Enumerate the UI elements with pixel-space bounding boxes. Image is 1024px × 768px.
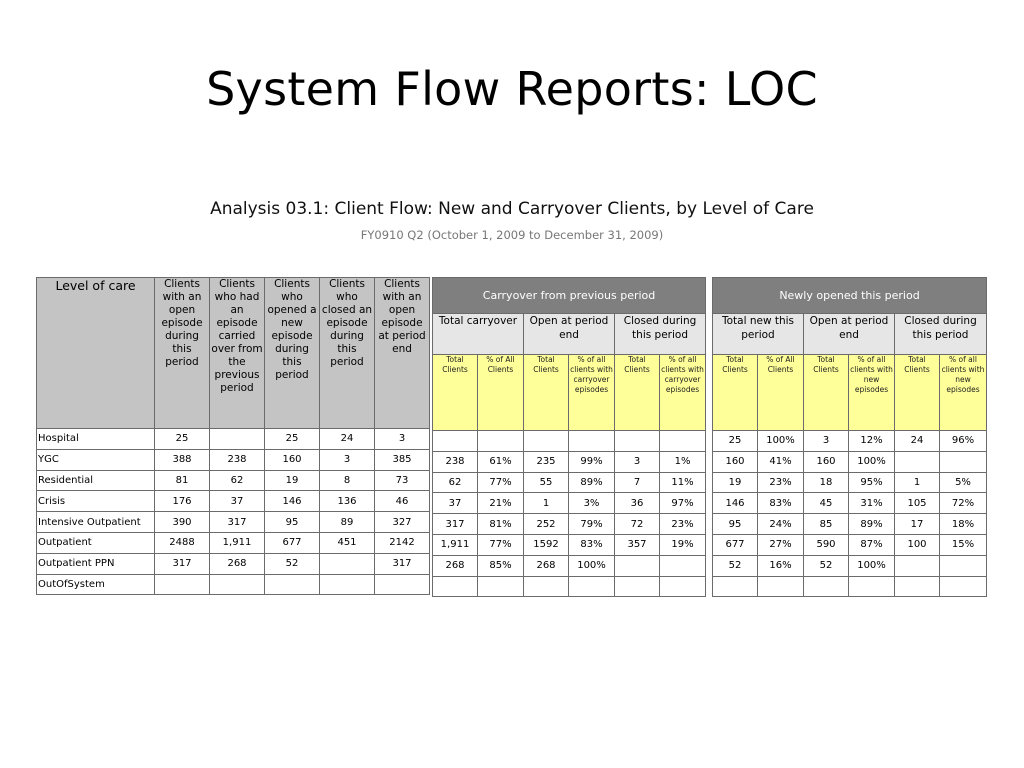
new-group-open: Open at period end: [804, 314, 895, 355]
table-cell: 176: [155, 491, 210, 512]
table-cell: 21%: [478, 493, 524, 514]
table-cell: 37: [433, 493, 478, 514]
table-cell: 2488: [155, 532, 210, 553]
table-row: [713, 451, 987, 472]
table-cell: 590: [804, 534, 849, 555]
table-cell: 146: [713, 493, 758, 514]
table-cell: 12%: [849, 431, 895, 452]
table-cell: 96%: [940, 431, 987, 452]
row-label: OutOfSystem: [37, 574, 155, 595]
table-cell: 45: [804, 493, 849, 514]
table-cell: [940, 451, 987, 472]
table-cell: 268: [210, 553, 265, 574]
table-cell: [660, 555, 706, 576]
table-cell: 160: [713, 451, 758, 472]
carryover-subheader: Total Clients: [615, 355, 660, 431]
table-cell: 25: [155, 429, 210, 450]
table-row: [433, 451, 706, 472]
table-cell: 268: [524, 555, 569, 576]
table-cell: 27%: [758, 534, 804, 555]
table-cell: 99%: [569, 451, 615, 472]
table-cell: 1,911: [433, 534, 478, 555]
table-cell: 81: [155, 470, 210, 491]
new-group-total: Total new this period: [713, 314, 804, 355]
column-header-open-at-end: Clients with an open episode at period end: [375, 278, 430, 429]
table-cell: 62: [433, 472, 478, 493]
report-title: Analysis 03.1: Client Flow: New and Carryover Clients, by Level of Care: [210, 199, 814, 219]
table-cell: [155, 574, 210, 595]
table-cell: [478, 431, 524, 452]
table-row: [37, 553, 430, 574]
new-subheader: % of All Clients: [758, 355, 804, 431]
table-cell: [713, 576, 758, 597]
table-row: [713, 534, 987, 555]
table-cell: [758, 576, 804, 597]
table-cell: [895, 451, 940, 472]
table-cell: 390: [155, 512, 210, 533]
carryover-subheader: % of all clients with carryover episodes: [569, 355, 615, 431]
table-cell: 52: [265, 553, 320, 574]
table-cell: 77%: [478, 472, 524, 493]
newly-opened-table-title: Newly opened this period: [713, 278, 987, 314]
table-cell: 451: [320, 532, 375, 553]
table-cell: 238: [433, 451, 478, 472]
table-cell: [320, 553, 375, 574]
column-header-open-episode-during: Clients with an open episode during this period: [155, 278, 210, 429]
new-group-closed: Closed during this period: [895, 314, 987, 355]
table-cell: 37: [210, 491, 265, 512]
table-cell: 18: [804, 472, 849, 493]
table-cell: 238: [210, 449, 265, 470]
table-cell: 1: [524, 493, 569, 514]
carryover-subheader: % of All Clients: [478, 355, 524, 431]
row-label: Intensive Outpatient: [37, 512, 155, 533]
column-header-level-of-care: Level of care: [37, 278, 155, 429]
table-cell: 87%: [849, 534, 895, 555]
column-header-closed: Clients who closed an episode during this period: [320, 278, 375, 429]
level-of-care-table: [36, 277, 430, 595]
table-cell: [940, 576, 987, 597]
table-cell: [849, 576, 895, 597]
table-cell: 55: [524, 472, 569, 493]
table-cell: 41%: [758, 451, 804, 472]
table-cell: 317: [375, 553, 430, 574]
table-row: [433, 534, 706, 555]
row-label: Hospital: [37, 429, 155, 450]
table-row: [713, 472, 987, 493]
row-label: Outpatient PPN: [37, 553, 155, 574]
table-row: [713, 514, 987, 535]
table-cell: 3: [320, 449, 375, 470]
table-cell: [524, 576, 569, 597]
table-cell: 3: [615, 451, 660, 472]
table-cell: 85: [804, 514, 849, 535]
table-cell: 136: [320, 491, 375, 512]
table-cell: 62: [210, 470, 265, 491]
table-row: [433, 576, 706, 597]
table-cell: 160: [265, 449, 320, 470]
table-cell: 17: [895, 514, 940, 535]
table-cell: 52: [713, 555, 758, 576]
new-subheader: Total Clients: [804, 355, 849, 431]
level-of-care-table-body: [37, 429, 430, 595]
table-row: [37, 470, 430, 491]
table-cell: 23%: [660, 514, 706, 535]
table-cell: 89: [320, 512, 375, 533]
table-cell: [433, 431, 478, 452]
table-cell: 52: [804, 555, 849, 576]
carryover-subheader: % of all clients with carryover episodes: [660, 355, 706, 431]
table-cell: 95: [713, 514, 758, 535]
carryover-group-open: Open at period end: [524, 314, 615, 355]
table-cell: 385: [375, 449, 430, 470]
carryover-table-body: [433, 431, 706, 597]
table-cell: [940, 555, 987, 576]
table-row: [713, 431, 987, 452]
table-cell: 3: [375, 429, 430, 450]
carryover-subheader: Total Clients: [524, 355, 569, 431]
carryover-subheader: Total Clients: [433, 355, 478, 431]
table-cell: [615, 555, 660, 576]
table-row: [433, 431, 706, 452]
table-cell: 317: [210, 512, 265, 533]
table-row: [37, 429, 430, 450]
table-cell: [660, 431, 706, 452]
column-header-opened-new: Clients who opened a new episode during this period: [265, 278, 320, 429]
table-cell: [569, 576, 615, 597]
table-cell: 89%: [849, 514, 895, 535]
table-cell: 46: [375, 491, 430, 512]
table-cell: 16%: [758, 555, 804, 576]
table-cell: [569, 431, 615, 452]
table-cell: 25: [713, 431, 758, 452]
table-cell: [615, 431, 660, 452]
table-row: [37, 491, 430, 512]
table-cell: 79%: [569, 514, 615, 535]
table-row: [37, 449, 430, 470]
table-cell: [433, 576, 478, 597]
table-cell: 100%: [849, 451, 895, 472]
row-label: YGC: [37, 449, 155, 470]
row-label: Residential: [37, 470, 155, 491]
new-subheader: % of all clients with new episodes: [940, 355, 987, 431]
carryover-group-closed: Closed during this period: [615, 314, 706, 355]
table-cell: 3: [804, 431, 849, 452]
table-cell: 388: [155, 449, 210, 470]
table-cell: [375, 574, 430, 595]
table-cell: 31%: [849, 493, 895, 514]
table-cell: [615, 576, 660, 597]
table-cell: 72%: [940, 493, 987, 514]
table-cell: 85%: [478, 555, 524, 576]
table-cell: 18%: [940, 514, 987, 535]
table-cell: 100%: [849, 555, 895, 576]
report-subtitle: FY0910 Q2 (October 1, 2009 to December 31, 2009): [360, 228, 664, 242]
table-cell: 95%: [849, 472, 895, 493]
row-label: Outpatient: [37, 532, 155, 553]
carryover-table-title: Carryover from previous period: [433, 278, 706, 314]
row-label: Crisis: [37, 491, 155, 512]
table-cell: 100%: [569, 555, 615, 576]
table-cell: 3%: [569, 493, 615, 514]
table-row: [433, 555, 706, 576]
table-cell: 100: [895, 534, 940, 555]
table-cell: 1%: [660, 451, 706, 472]
table-cell: 24: [320, 429, 375, 450]
table-cell: 19%: [660, 534, 706, 555]
table-cell: 105: [895, 493, 940, 514]
table-cell: 19: [265, 470, 320, 491]
table-cell: [265, 574, 320, 595]
table-cell: 317: [155, 553, 210, 574]
table-cell: 146: [265, 491, 320, 512]
table-row: [713, 555, 987, 576]
table-cell: [895, 555, 940, 576]
new-subheader: Total Clients: [895, 355, 940, 431]
table-cell: 11%: [660, 472, 706, 493]
table-cell: 8: [320, 470, 375, 491]
table-row: [37, 574, 430, 595]
table-cell: 25: [265, 429, 320, 450]
table-cell: 19: [713, 472, 758, 493]
table-row: [433, 472, 706, 493]
table-cell: 83%: [758, 493, 804, 514]
table-cell: 72: [615, 514, 660, 535]
table-cell: [524, 431, 569, 452]
table-cell: 160: [804, 451, 849, 472]
table-cell: [210, 574, 265, 595]
table-cell: [804, 576, 849, 597]
table-cell: [478, 576, 524, 597]
table-cell: 83%: [569, 534, 615, 555]
table-cell: 1,911: [210, 532, 265, 553]
table-cell: 2142: [375, 532, 430, 553]
table-cell: 357: [615, 534, 660, 555]
table-row: [433, 493, 706, 514]
table-cell: 252: [524, 514, 569, 535]
table-cell: 327: [375, 512, 430, 533]
table-cell: 677: [713, 534, 758, 555]
table-cell: 1: [895, 472, 940, 493]
table-cell: 5%: [940, 472, 987, 493]
newly-opened-table-body: [713, 431, 987, 597]
column-header-carried-over: Clients who had an episode carried over from the previous period: [210, 278, 265, 429]
new-subheader: % of all clients with new episodes: [849, 355, 895, 431]
table-cell: 15%: [940, 534, 987, 555]
table-row: [433, 514, 706, 535]
table-row: [37, 512, 430, 533]
slide-title: System Flow Reports: LOC: [206, 62, 818, 116]
table-cell: 268: [433, 555, 478, 576]
newly-opened-table: [712, 277, 987, 597]
table-cell: 7: [615, 472, 660, 493]
table-row: [37, 532, 430, 553]
table-cell: 235: [524, 451, 569, 472]
table-cell: 677: [265, 532, 320, 553]
table-cell: [660, 576, 706, 597]
table-cell: 77%: [478, 534, 524, 555]
table-cell: 73: [375, 470, 430, 491]
table-cell: 81%: [478, 514, 524, 535]
table-cell: 24: [895, 431, 940, 452]
table-row: [713, 576, 987, 597]
table-cell: [895, 576, 940, 597]
table-cell: 97%: [660, 493, 706, 514]
table-cell: 61%: [478, 451, 524, 472]
table-cell: 100%: [758, 431, 804, 452]
table-cell: 95: [265, 512, 320, 533]
table-cell: [210, 429, 265, 450]
carryover-table: [432, 277, 706, 597]
table-cell: 23%: [758, 472, 804, 493]
table-cell: 36: [615, 493, 660, 514]
new-subheader: Total Clients: [713, 355, 758, 431]
carryover-group-total: Total carryover: [433, 314, 524, 355]
table-row: [713, 493, 987, 514]
table-cell: 317: [433, 514, 478, 535]
table-cell: 89%: [569, 472, 615, 493]
table-cell: [320, 574, 375, 595]
table-cell: 24%: [758, 514, 804, 535]
table-cell: 1592: [524, 534, 569, 555]
